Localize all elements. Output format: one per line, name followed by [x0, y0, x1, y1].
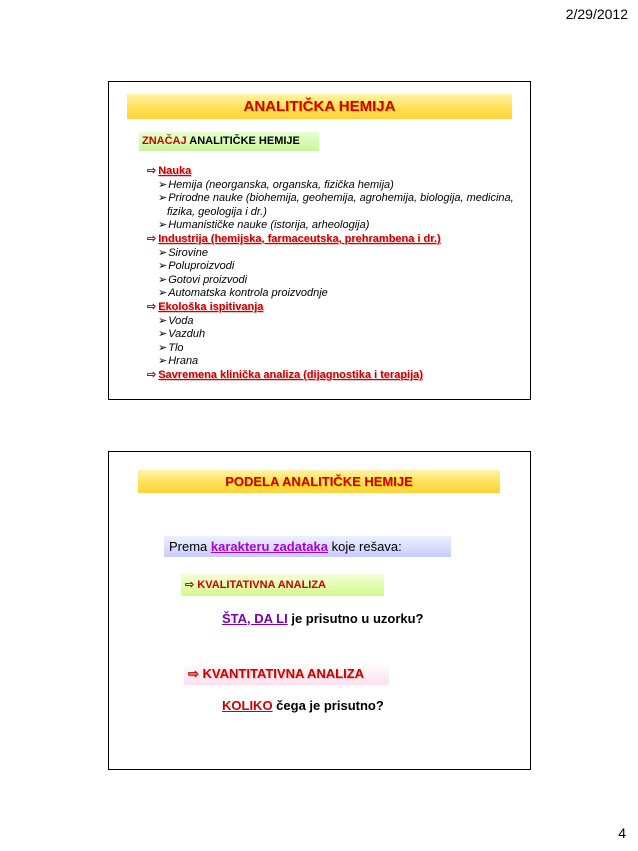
q2-text: čega je prisutno? [272, 698, 384, 713]
prema-line [164, 536, 451, 557]
slide-podela [108, 451, 531, 770]
checkmark-arrow-icon: ➢ [158, 219, 168, 232]
section-heading-text: Ekološka ispitivanja [158, 300, 264, 313]
q2-highlight: KOLIKO [222, 698, 273, 713]
list-item [147, 328, 527, 342]
prema-text-after: koje rešava: [327, 539, 402, 554]
arrow-icon: ⇨ [147, 368, 157, 381]
list-item [147, 260, 527, 274]
kvalitativna-box [181, 574, 384, 596]
section-heading [147, 301, 527, 315]
list-item-text: Tlo [168, 341, 184, 354]
list-item [147, 315, 527, 329]
list-item-text: Hrana [168, 355, 199, 368]
list-item [147, 192, 527, 219]
list-item [147, 342, 527, 356]
slide-subtitle [139, 132, 319, 151]
checkmark-arrow-icon: ➢ [158, 355, 168, 368]
list-item [147, 274, 527, 288]
kvalitativna-question [222, 611, 424, 626]
kvantitativna-label: KVANTITATIVNA ANALIZA [202, 666, 365, 681]
arrow-icon: ⇨ [147, 165, 157, 177]
list-item-text: Hemija (neorganska, organska, fizička hemija) [168, 178, 394, 191]
checkmark-arrow-icon: ➢ [158, 246, 168, 259]
subtitle-highlight: ZNAČAJ [142, 135, 187, 147]
checkmark-arrow-icon: ➢ [158, 192, 168, 205]
list-item [147, 179, 527, 193]
prema-highlight: karakteru zadataka [210, 539, 328, 554]
kvantitativna-box [184, 662, 389, 685]
list-item [147, 287, 527, 301]
checkmark-arrow-icon: ➢ [158, 341, 168, 354]
list-item-text: Poluproizvodi [168, 260, 235, 273]
slide-title: PODELA ANALITIČKE HEMIJE [138, 470, 500, 493]
bullet-list [147, 165, 527, 383]
page-number: 4 [618, 825, 626, 841]
list-item-text: Gotovi proizvodi [168, 273, 248, 286]
list-item [147, 355, 527, 369]
section-heading [147, 233, 527, 247]
section-heading-text: Industrija (hemijska, farmaceutska, prehrambena i dr.) [158, 232, 441, 245]
list-item-text: Prirodne nauke (biohemija, geohemija, agrohemija, biologija, medicina, fizika, geologija i dr.) [167, 192, 514, 218]
section-heading [147, 165, 527, 179]
arrow-icon: ⇨ [147, 232, 157, 245]
section-heading-text: Nauka [158, 165, 192, 177]
arrow-icon: ⇨ [188, 666, 199, 681]
arrow-icon: ⇨ [147, 300, 157, 313]
list-item-text: Automatska kontrola proizvodnje [168, 287, 328, 300]
list-item [147, 247, 527, 261]
slide-analiticka-hemija [108, 81, 531, 400]
list-item-text: Voda [168, 314, 194, 327]
list-item [147, 219, 527, 233]
list-item-text: Vazduh [168, 328, 206, 341]
checkmark-arrow-icon: ➢ [158, 287, 168, 300]
subtitle-text: ANALITIČKE HEMIJE [186, 135, 300, 147]
section-heading [147, 369, 527, 383]
kvalitativna-label: KVALITATIVNA ANALIZA [197, 579, 327, 591]
q1-highlight: ŠTA, DA LI [222, 611, 288, 626]
kvantitativna-question [222, 698, 384, 713]
checkmark-arrow-icon: ➢ [158, 178, 168, 191]
list-item-text: Sirovine [168, 246, 208, 259]
section-heading-text: Savremena klinička analiza (dijagnostika i terapija) [158, 368, 423, 381]
q1-text: je prisutno u uzorku? [287, 611, 424, 626]
checkmark-arrow-icon: ➢ [158, 328, 168, 341]
checkmark-arrow-icon: ➢ [158, 273, 168, 286]
arrow-icon: ⇨ [185, 579, 195, 591]
checkmark-arrow-icon: ➢ [158, 260, 168, 273]
prema-text: Prema [169, 539, 211, 554]
list-item-text: Humanističke nauke (istorija, arheologija) [168, 219, 370, 232]
print-date: 2/29/2012 [565, 6, 628, 22]
checkmark-arrow-icon: ➢ [158, 314, 168, 327]
slide-title: ANALITIČKA HEMIJA [127, 94, 512, 119]
